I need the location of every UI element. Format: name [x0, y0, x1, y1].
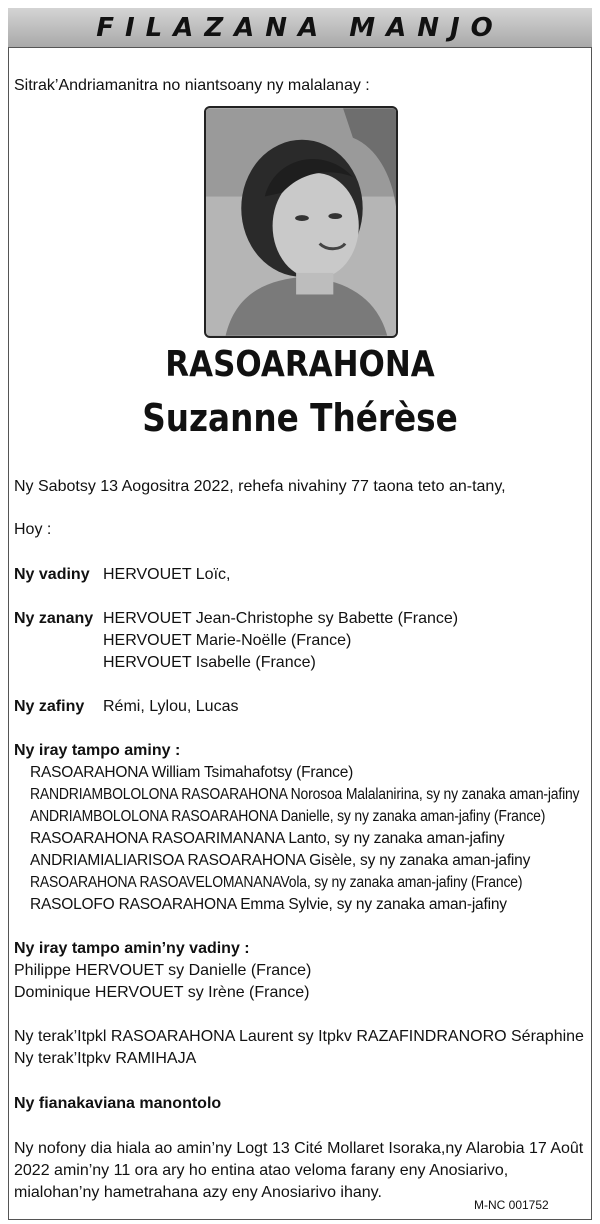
- iray-tampo-label: Ny iray tampo aminy :: [14, 742, 181, 759]
- vadiny-name: HERVOUET Loïc,: [103, 566, 231, 583]
- banner-title: FILAZANA MANJO: [96, 12, 504, 43]
- zafiny-names: Rémi, Lylou, Lucas: [103, 698, 239, 715]
- zafiny-label: Ny zafiny: [14, 698, 85, 715]
- sibling-entry: RASOLOFO RASOARAHONA Emma Sylvie, sy ny zanaka aman-jafiny: [30, 896, 507, 913]
- banner: [8, 8, 592, 48]
- hoy-label: Hoy :: [14, 521, 52, 538]
- sibling-entry: ANDRIAMIALIARISOA RASOARAHONA Gisèle, sy ny zanaka aman-jafiny: [30, 852, 531, 869]
- zanany-name: HERVOUET Jean-Christophe sy Babette (France): [103, 610, 459, 627]
- zanany-label: Ny zanany: [14, 610, 94, 627]
- deceased-surname: RASOARAHONA: [165, 344, 435, 385]
- reference-code: M-NC 001752: [474, 1198, 549, 1212]
- zanany-name: HERVOUET Marie-Noëlle (France): [103, 632, 352, 649]
- sibling-entry: RASOARAHONA RASOAVELOMANANAVola, sy ny zanaka aman-jafiny (France): [30, 874, 523, 891]
- sibling-entry: RASOARAHONA William Tsimahafotsy (France): [30, 764, 354, 781]
- deceased-given-names: Suzanne Thérèse: [142, 396, 458, 440]
- in-law-entry: Philippe HERVOUET sy Danielle (France): [14, 962, 312, 979]
- fianakaviana-label: Ny fianakaviana manontolo: [14, 1095, 222, 1112]
- terak-entry: Ny terak’Itpkl RASOARAHONA Laurent sy Itpkv RAZAFINDRANORO Séraphine: [14, 1028, 584, 1045]
- sibling-entry: ANDRIAMBOLOLONA RASOARAHONA Danielle, sy ny zanaka aman-jafiny (France): [30, 808, 546, 825]
- sibling-entry: RASOARAHONA RASOARIMANANA Lanto, sy ny zanaka aman-jafiny: [30, 830, 505, 847]
- iray-tampo-vadiny-label: Ny iray tampo amin’ny vadiny :: [14, 940, 250, 957]
- closing-paragraph: Ny nofony dia hiala ao amin’ny Logt 13 Cité Mollaret Isoraka,ny Alarobia 17 Août 2022 amin’ny 11 ora ary ho entina atao veloma farany eny Anosiarivo, mialohan’ny hametrahana azy eny Anosiarivo ihany.: [14, 1140, 584, 1201]
- vadiny-label: Ny vadiny: [14, 566, 90, 583]
- portrait-photo: [204, 106, 398, 338]
- sibling-entry: RANDRIAMBOLOLONA RASOARAHONA Norosoa Malalanirina, sy ny zanaka aman-jafiny: [30, 786, 580, 803]
- zanany-name: HERVOUET Isabelle (France): [103, 654, 316, 671]
- death-line: Ny Sabotsy 13 Aogositra 2022, rehefa nivahiny 77 taona teto an-tany,: [14, 478, 506, 495]
- in-law-entry: Dominique HERVOUET sy Irène (France): [14, 984, 310, 1001]
- intro-text: Sitrak’Andriamanitra no niantsoany ny malalanay :: [14, 77, 370, 94]
- portrait-icon: [206, 108, 396, 336]
- terak-entry: Ny terak’Itpkv RAMIHAJA: [14, 1050, 197, 1067]
